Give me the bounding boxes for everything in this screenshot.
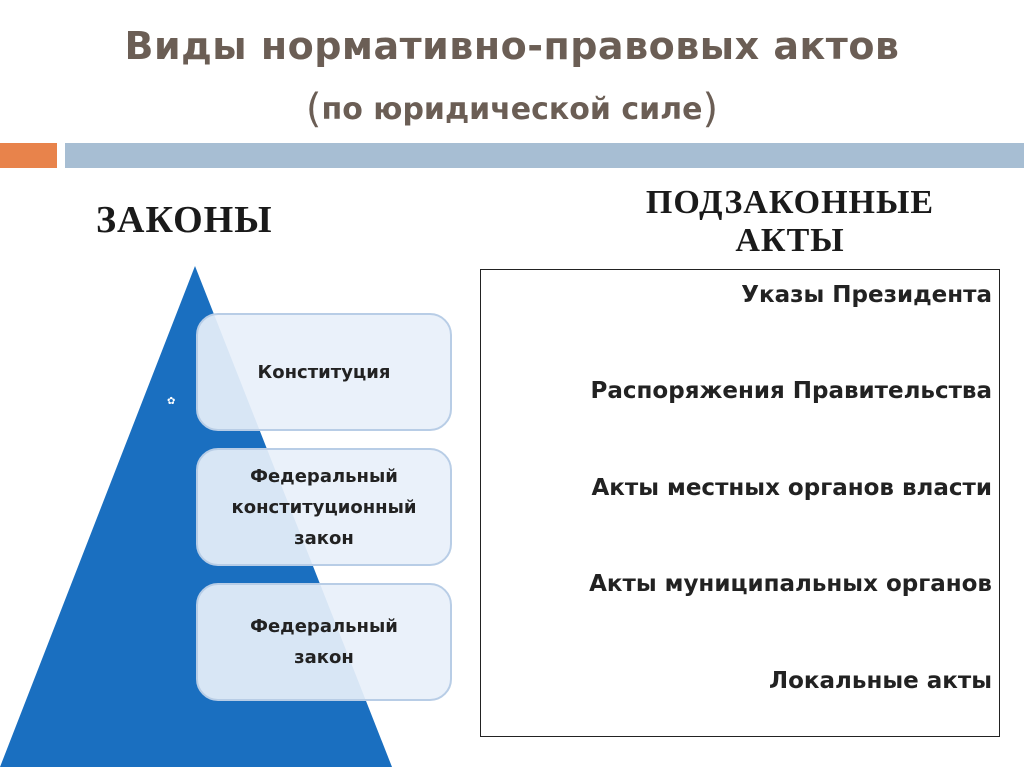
subordinate-acts-frame	[480, 269, 1000, 737]
act-item-municipal-acts: Акты муниципальных органов	[589, 571, 992, 597]
level-label-line: Федеральный	[250, 465, 398, 487]
subtitle-text: по юридической силе	[321, 92, 703, 127]
subtitle-close-paren: )	[702, 86, 719, 132]
act-item-government-orders: Распоряжения Правительства	[590, 378, 992, 404]
act-item-presidential-decrees: Указы Президента	[741, 282, 992, 308]
laws-heading: ЗАКОНЫ	[96, 199, 273, 241]
level-label-line: конституционный	[231, 496, 417, 518]
hierarchy-level-federal-constitutional-law	[196, 448, 452, 566]
star-icon: ✿	[167, 396, 176, 407]
subtitle-open-paren: (	[305, 86, 322, 132]
level-label-line: Федеральный	[250, 616, 398, 637]
level-label-line: закон	[294, 647, 354, 668]
level-label-line: закон	[294, 527, 354, 549]
act-item-local-acts: Локальные акты	[769, 668, 992, 694]
hierarchy-level-constitution	[196, 313, 452, 431]
subordinate-heading-line-2: АКТЫ	[735, 222, 845, 259]
hierarchy-level-federal-law	[196, 583, 452, 701]
act-item-local-authority-acts: Акты местных органов власти	[591, 475, 992, 501]
level-label-line: Конституция	[257, 361, 391, 383]
subordinate-heading-line-1: ПОДЗАКОННЫЕ	[645, 184, 935, 221]
page-title: Виды нормативно-правовых актов	[124, 24, 900, 68]
